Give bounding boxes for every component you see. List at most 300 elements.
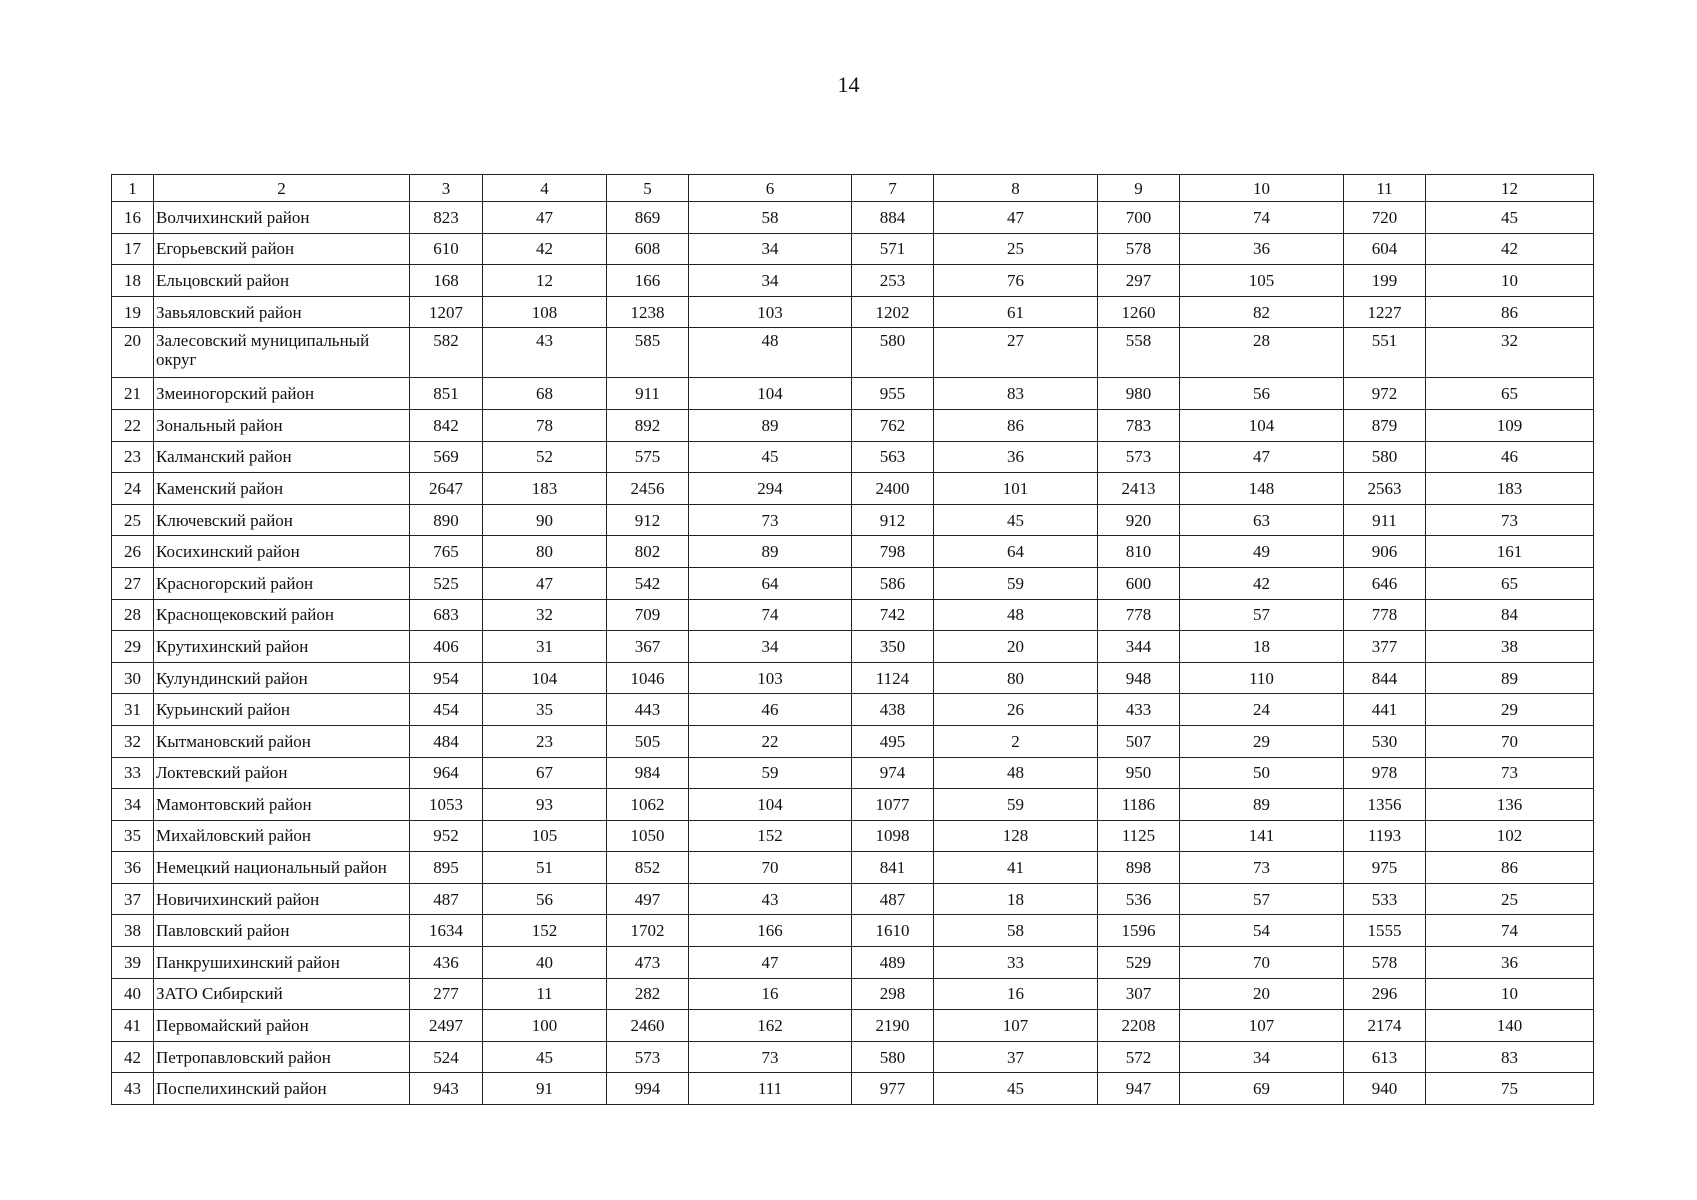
table-cell: 433: [1098, 694, 1180, 726]
table-cell: 52: [483, 441, 607, 473]
table-cell: 994: [607, 1073, 689, 1105]
column-header: 11: [1344, 175, 1426, 202]
table-cell: 377: [1344, 631, 1426, 663]
table-cell: 778: [1344, 599, 1426, 631]
column-header: 2: [154, 175, 410, 202]
table-cell: 78: [483, 409, 607, 441]
row-number: 35: [112, 820, 154, 852]
row-number: 39: [112, 947, 154, 979]
table-cell: 73: [1426, 504, 1594, 536]
table-cell: 104: [1180, 409, 1344, 441]
row-number: 37: [112, 883, 154, 915]
table-cell: 742: [852, 599, 934, 631]
table-cell: 1050: [607, 820, 689, 852]
table-cell: 558: [1098, 328, 1180, 378]
table-cell: 12: [483, 265, 607, 297]
table-cell: 46: [1426, 441, 1594, 473]
table-cell: 892: [607, 409, 689, 441]
table-cell: 161: [1426, 536, 1594, 568]
table-cell: 1193: [1344, 820, 1426, 852]
table-cell: 80: [934, 662, 1098, 694]
table-cell: 58: [934, 915, 1098, 947]
table-cell: 610: [410, 233, 483, 265]
table-cell: 575: [607, 441, 689, 473]
table-cell: 59: [689, 757, 852, 789]
table-cell: 107: [1180, 1010, 1344, 1042]
table-cell: 152: [483, 915, 607, 947]
table-cell: 823: [410, 202, 483, 234]
district-name: Михайловский район: [154, 820, 410, 852]
table-cell: 977: [852, 1073, 934, 1105]
table-cell: 45: [689, 441, 852, 473]
district-name: Новичихинский район: [154, 883, 410, 915]
row-number: 42: [112, 1041, 154, 1073]
table-cell: 199: [1344, 265, 1426, 297]
row-number: 25: [112, 504, 154, 536]
table-cell: 34: [1180, 1041, 1344, 1073]
table-cell: 107: [934, 1010, 1098, 1042]
table-cell: 582: [410, 328, 483, 378]
row-number: 21: [112, 378, 154, 410]
row-number: 23: [112, 441, 154, 473]
table-cell: 367: [607, 631, 689, 663]
table-cell: 42: [483, 233, 607, 265]
table-cell: 63: [1180, 504, 1344, 536]
table-cell: 898: [1098, 852, 1180, 884]
table-cell: 912: [607, 504, 689, 536]
table-cell: 104: [483, 662, 607, 694]
table-cell: 525: [410, 567, 483, 599]
table-cell: 47: [689, 947, 852, 979]
table-cell: 89: [1426, 662, 1594, 694]
table-cell: 1186: [1098, 789, 1180, 821]
district-name: Завьяловский район: [154, 296, 410, 328]
table-cell: 954: [410, 662, 483, 694]
table-cell: 911: [1344, 504, 1426, 536]
table-cell: 580: [1344, 441, 1426, 473]
table-row: [112, 233, 1594, 265]
table-cell: 489: [852, 947, 934, 979]
district-name: Каменский район: [154, 473, 410, 505]
table-row: [112, 378, 1594, 410]
table-cell: 964: [410, 757, 483, 789]
table-cell: 571: [852, 233, 934, 265]
table-cell: 683: [410, 599, 483, 631]
table-cell: 911: [607, 378, 689, 410]
row-number: 17: [112, 233, 154, 265]
table-cell: 105: [1180, 265, 1344, 297]
table-row: [112, 265, 1594, 297]
table-cell: 1046: [607, 662, 689, 694]
table-cell: 2413: [1098, 473, 1180, 505]
district-name: Первомайский район: [154, 1010, 410, 1042]
table-cell: 76: [934, 265, 1098, 297]
table-cell: 1077: [852, 789, 934, 821]
table-cell: 33: [934, 947, 1098, 979]
column-header: 1: [112, 175, 154, 202]
table-cell: 2456: [607, 473, 689, 505]
table-cell: 73: [689, 1041, 852, 1073]
table-cell: 27: [934, 328, 1098, 378]
table-cell: 920: [1098, 504, 1180, 536]
table-cell: 103: [689, 296, 852, 328]
table-cell: 35: [483, 694, 607, 726]
table-cell: 54: [1180, 915, 1344, 947]
table-cell: 49: [1180, 536, 1344, 568]
table-cell: 940: [1344, 1073, 1426, 1105]
table-cell: 37: [934, 1041, 1098, 1073]
table-cell: 10: [1426, 265, 1594, 297]
table-cell: 128: [934, 820, 1098, 852]
table-cell: 2208: [1098, 1010, 1180, 1042]
district-name: Курьинский район: [154, 694, 410, 726]
table-cell: 73: [1180, 852, 1344, 884]
table-cell: 1062: [607, 789, 689, 821]
table-cell: 851: [410, 378, 483, 410]
table-cell: 105: [483, 820, 607, 852]
table-cell: 1207: [410, 296, 483, 328]
table-cell: 842: [410, 409, 483, 441]
table-cell: 40: [483, 947, 607, 979]
table-cell: 20: [934, 631, 1098, 663]
district-name: Крутихинский район: [154, 631, 410, 663]
table-cell: 569: [410, 441, 483, 473]
table-cell: 70: [1180, 947, 1344, 979]
column-header: 12: [1426, 175, 1594, 202]
row-number: 29: [112, 631, 154, 663]
table-cell: 152: [689, 820, 852, 852]
table-row: [112, 947, 1594, 979]
table-cell: 16: [934, 978, 1098, 1010]
table-cell: 89: [689, 409, 852, 441]
table-cell: 28: [1180, 328, 1344, 378]
table-cell: 36: [1426, 947, 1594, 979]
table-row: [112, 202, 1594, 234]
table-cell: 613: [1344, 1041, 1426, 1073]
table-cell: 879: [1344, 409, 1426, 441]
row-number: 32: [112, 725, 154, 757]
district-name: Немецкий национальный район: [154, 852, 410, 884]
table-cell: 22: [689, 725, 852, 757]
table-cell: 108: [483, 296, 607, 328]
table-cell: 1053: [410, 789, 483, 821]
table-row: [112, 473, 1594, 505]
table-cell: 438: [852, 694, 934, 726]
row-number: 34: [112, 789, 154, 821]
table-cell: 1610: [852, 915, 934, 947]
table-cell: 906: [1344, 536, 1426, 568]
table-cell: 47: [934, 202, 1098, 234]
table-row: [112, 978, 1594, 1010]
table-cell: 497: [607, 883, 689, 915]
district-name: Петропавловский район: [154, 1041, 410, 1073]
table-cell: 74: [689, 599, 852, 631]
table-cell: 73: [689, 504, 852, 536]
table-cell: 43: [689, 883, 852, 915]
row-number: 19: [112, 296, 154, 328]
table-cell: 972: [1344, 378, 1426, 410]
table-cell: 45: [1426, 202, 1594, 234]
table-row: [112, 694, 1594, 726]
district-name: Змеиногорский район: [154, 378, 410, 410]
table-cell: 47: [483, 202, 607, 234]
district-name: Краснощековский район: [154, 599, 410, 631]
table-cell: 484: [410, 725, 483, 757]
table-cell: 64: [689, 567, 852, 599]
table-cell: 104: [689, 378, 852, 410]
table-cell: 974: [852, 757, 934, 789]
district-name: Поспелихинский район: [154, 1073, 410, 1105]
table-cell: 608: [607, 233, 689, 265]
table-cell: 884: [852, 202, 934, 234]
district-name: Мамонтовский район: [154, 789, 410, 821]
table-row: [112, 504, 1594, 536]
table-cell: 110: [1180, 662, 1344, 694]
table-cell: 168: [410, 265, 483, 297]
table-row: [112, 631, 1594, 663]
district-name: Павловский район: [154, 915, 410, 947]
table-cell: 783: [1098, 409, 1180, 441]
table-cell: 2: [934, 725, 1098, 757]
table-cell: 1202: [852, 296, 934, 328]
table-cell: 183: [1426, 473, 1594, 505]
table-row: [112, 567, 1594, 599]
table-cell: 48: [934, 599, 1098, 631]
table-cell: 83: [934, 378, 1098, 410]
table-cell: 75: [1426, 1073, 1594, 1105]
district-name: Калманский район: [154, 441, 410, 473]
table-cell: 41: [934, 852, 1098, 884]
table-row: [112, 1010, 1594, 1042]
table-cell: 46: [689, 694, 852, 726]
table-row: [112, 296, 1594, 328]
table-cell: 2460: [607, 1010, 689, 1042]
row-number: 26: [112, 536, 154, 568]
table-cell: 505: [607, 725, 689, 757]
table-header-row: [112, 175, 1594, 202]
column-header: 4: [483, 175, 607, 202]
table-cell: 38: [1426, 631, 1594, 663]
district-name: Локтевский район: [154, 757, 410, 789]
table-cell: 109: [1426, 409, 1594, 441]
table-cell: 36: [1180, 233, 1344, 265]
table-cell: 955: [852, 378, 934, 410]
table-cell: 1098: [852, 820, 934, 852]
table-cell: 136: [1426, 789, 1594, 821]
table-cell: 50: [1180, 757, 1344, 789]
table-cell: 585: [607, 328, 689, 378]
table-cell: 29: [1180, 725, 1344, 757]
table-cell: 406: [410, 631, 483, 663]
table-cell: 895: [410, 852, 483, 884]
table-cell: 495: [852, 725, 934, 757]
table-cell: 61: [934, 296, 1098, 328]
row-number: 33: [112, 757, 154, 789]
table-cell: 307: [1098, 978, 1180, 1010]
table-cell: 74: [1426, 915, 1594, 947]
table-cell: 45: [934, 1073, 1098, 1105]
table-cell: 294: [689, 473, 852, 505]
table-cell: 578: [1098, 233, 1180, 265]
table-cell: 890: [410, 504, 483, 536]
table-cell: 69: [1180, 1073, 1344, 1105]
district-name: Косихинский район: [154, 536, 410, 568]
table-cell: 86: [934, 409, 1098, 441]
table-cell: 542: [607, 567, 689, 599]
table-cell: 912: [852, 504, 934, 536]
table-cell: 2400: [852, 473, 934, 505]
district-name: Ключевский район: [154, 504, 410, 536]
table-cell: 45: [934, 504, 1098, 536]
row-number: 30: [112, 662, 154, 694]
table-cell: 32: [1426, 328, 1594, 378]
table-cell: 852: [607, 852, 689, 884]
table-row: [112, 441, 1594, 473]
table-cell: 943: [410, 1073, 483, 1105]
row-number: 18: [112, 265, 154, 297]
table-cell: 89: [689, 536, 852, 568]
column-header: 6: [689, 175, 852, 202]
table-cell: 1124: [852, 662, 934, 694]
table-cell: 1125: [1098, 820, 1180, 852]
table-cell: 1634: [410, 915, 483, 947]
table-cell: 551: [1344, 328, 1426, 378]
table-cell: 43: [483, 328, 607, 378]
table-cell: 978: [1344, 757, 1426, 789]
district-name: ЗАТО Сибирский: [154, 978, 410, 1010]
table-cell: 253: [852, 265, 934, 297]
table-cell: 473: [607, 947, 689, 979]
table-cell: 18: [934, 883, 1098, 915]
row-number: 31: [112, 694, 154, 726]
table-cell: 950: [1098, 757, 1180, 789]
table-cell: 101: [934, 473, 1098, 505]
column-header: 10: [1180, 175, 1344, 202]
table-row: [112, 915, 1594, 947]
table-cell: 56: [483, 883, 607, 915]
table-cell: 42: [1180, 567, 1344, 599]
table-cell: 1260: [1098, 296, 1180, 328]
row-number: 24: [112, 473, 154, 505]
table-cell: 298: [852, 978, 934, 1010]
table-cell: 2174: [1344, 1010, 1426, 1042]
row-number: 27: [112, 567, 154, 599]
table-cell: 454: [410, 694, 483, 726]
table-cell: 25: [1426, 883, 1594, 915]
table-cell: 952: [410, 820, 483, 852]
district-name: Залесовский муниципальный округ: [154, 328, 410, 378]
table-cell: 34: [689, 265, 852, 297]
table-cell: 600: [1098, 567, 1180, 599]
table-cell: 34: [689, 233, 852, 265]
table-cell: 802: [607, 536, 689, 568]
table-cell: 277: [410, 978, 483, 1010]
column-header: 3: [410, 175, 483, 202]
table-cell: 841: [852, 852, 934, 884]
row-number: 43: [112, 1073, 154, 1105]
district-name: Волчихинский район: [154, 202, 410, 234]
table-cell: 148: [1180, 473, 1344, 505]
table-cell: 282: [607, 978, 689, 1010]
table-cell: 48: [689, 328, 852, 378]
table-cell: 604: [1344, 233, 1426, 265]
table-cell: 74: [1180, 202, 1344, 234]
table-cell: 82: [1180, 296, 1344, 328]
table-cell: 84: [1426, 599, 1594, 631]
table-cell: 487: [410, 883, 483, 915]
table-cell: 296: [1344, 978, 1426, 1010]
row-number: 41: [112, 1010, 154, 1042]
table-cell: 1238: [607, 296, 689, 328]
table-cell: 111: [689, 1073, 852, 1105]
table-cell: 984: [607, 757, 689, 789]
table-row: [112, 820, 1594, 852]
table-cell: 563: [852, 441, 934, 473]
district-name: Зональный район: [154, 409, 410, 441]
data-table: [111, 174, 1594, 1105]
table-cell: 524: [410, 1041, 483, 1073]
table-cell: 16: [689, 978, 852, 1010]
table-cell: 65: [1426, 378, 1594, 410]
table-cell: 762: [852, 409, 934, 441]
table-row: [112, 409, 1594, 441]
table-cell: 64: [934, 536, 1098, 568]
table-cell: 59: [934, 789, 1098, 821]
table-cell: 51: [483, 852, 607, 884]
table-cell: 533: [1344, 883, 1426, 915]
column-header: 5: [607, 175, 689, 202]
table-cell: 2563: [1344, 473, 1426, 505]
table-cell: 91: [483, 1073, 607, 1105]
table-cell: 765: [410, 536, 483, 568]
table-cell: 530: [1344, 725, 1426, 757]
district-name: Панкрушихинский район: [154, 947, 410, 979]
table-cell: 586: [852, 567, 934, 599]
table-cell: 31: [483, 631, 607, 663]
table-cell: 90: [483, 504, 607, 536]
table-cell: 56: [1180, 378, 1344, 410]
table-row: [112, 725, 1594, 757]
table-cell: 580: [852, 328, 934, 378]
table-cell: 573: [1098, 441, 1180, 473]
table-cell: 529: [1098, 947, 1180, 979]
table-cell: 1356: [1344, 789, 1426, 821]
table-cell: 162: [689, 1010, 852, 1042]
table-cell: 57: [1180, 599, 1344, 631]
table-cell: 58: [689, 202, 852, 234]
table-cell: 86: [1426, 296, 1594, 328]
table-cell: 32: [483, 599, 607, 631]
table-cell: 83: [1426, 1041, 1594, 1073]
table-cell: 48: [934, 757, 1098, 789]
table-cell: 573: [607, 1041, 689, 1073]
table-cell: 1227: [1344, 296, 1426, 328]
table-cell: 436: [410, 947, 483, 979]
table-cell: 67: [483, 757, 607, 789]
row-number: 36: [112, 852, 154, 884]
table-cell: 709: [607, 599, 689, 631]
row-number: 16: [112, 202, 154, 234]
table-row: [112, 599, 1594, 631]
table-cell: 20: [1180, 978, 1344, 1010]
table-row: [112, 1041, 1594, 1073]
table-cell: 947: [1098, 1073, 1180, 1105]
table-cell: 93: [483, 789, 607, 821]
table-cell: 47: [483, 567, 607, 599]
table-row: [112, 757, 1594, 789]
table-cell: 166: [689, 915, 852, 947]
table-cell: 975: [1344, 852, 1426, 884]
